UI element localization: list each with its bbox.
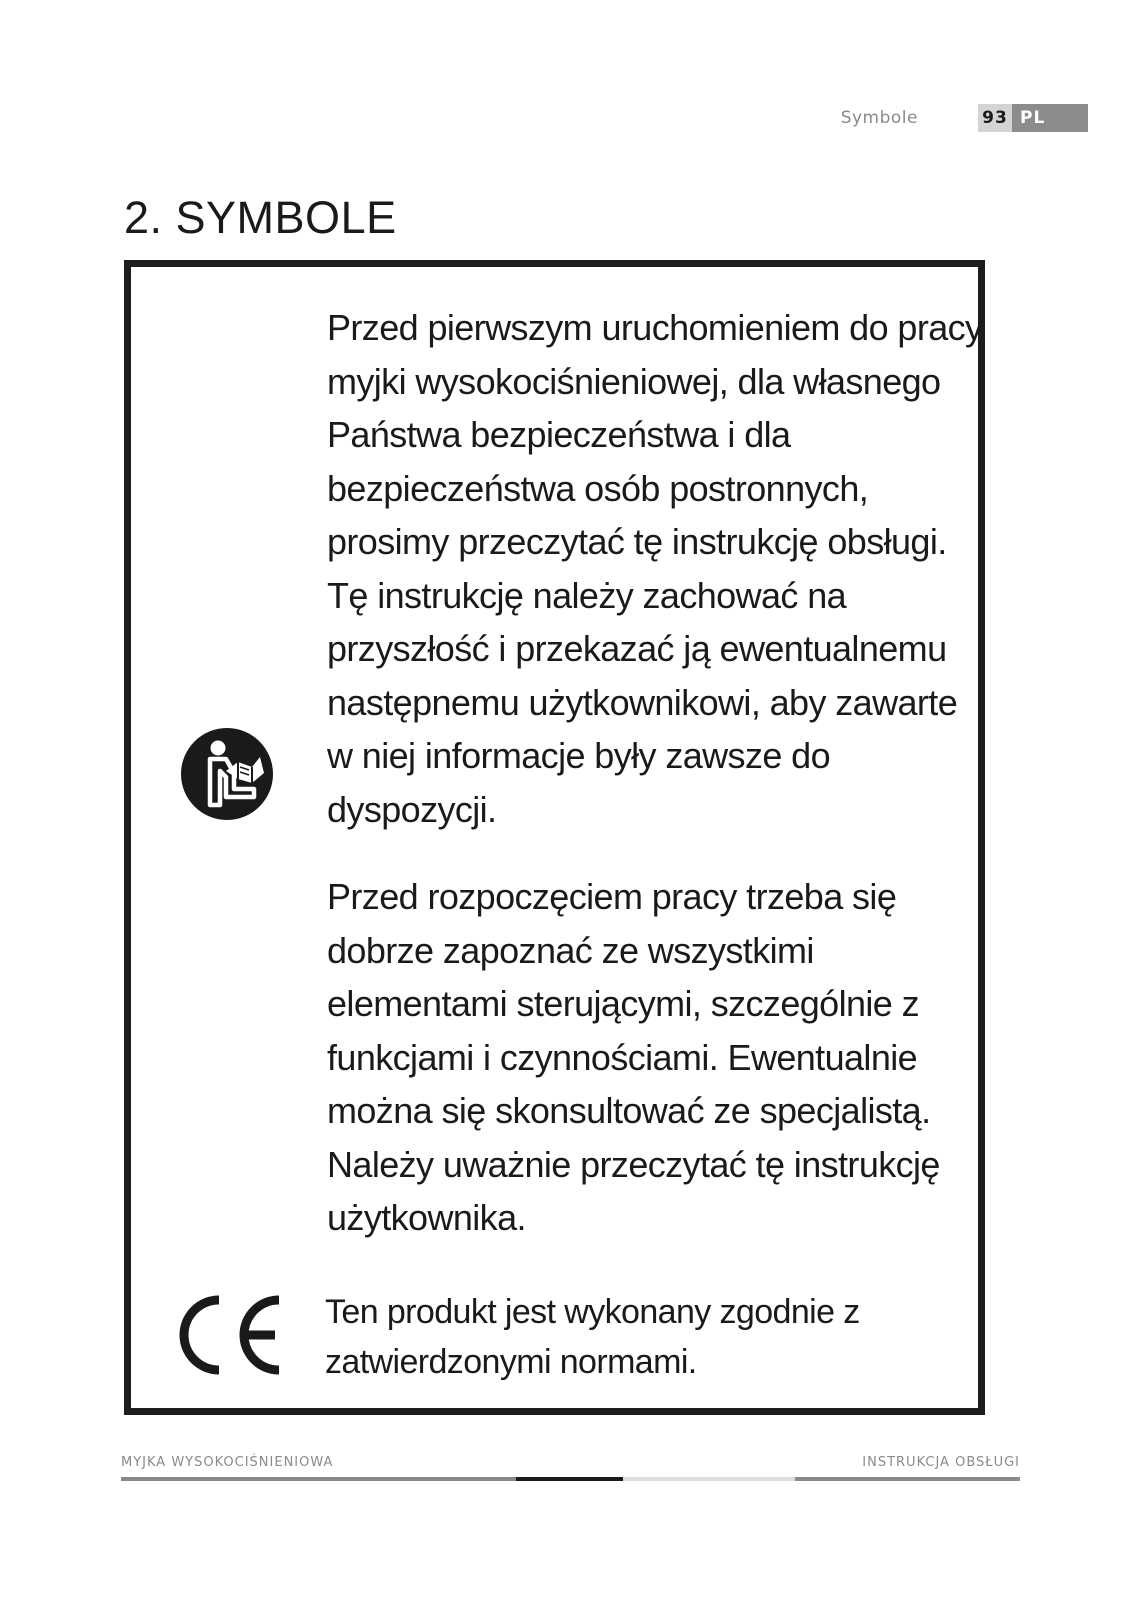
footer-rule [516,1477,623,1481]
footer-rule [121,1477,516,1481]
footer-product-name: MYJKA WYSOKOCIŚNIENIOWA [121,1455,334,1470]
page-number: 93 [978,104,1012,132]
footer-document-type: INSTRUKCJA OBSŁUGI [862,1455,1020,1470]
header-section-name: Symbole [840,108,918,128]
read-manual-icon [180,727,274,821]
language-code: PL [1012,104,1088,132]
page-footer [0,1455,1132,1495]
page-number-badge [978,104,1088,132]
footer-rule [795,1477,1020,1481]
page-header [0,104,1132,132]
section-title: 2. SYMBOLE [124,192,397,243]
footer-rule [623,1477,795,1481]
ce-mark-icon [173,1292,285,1378]
manual-paragraph-2: Przed rozpoczęciem pracy trzeba się dobrze zapoznać ze wszystkimi elementami sterującymi, szczególnie z funkcjami i czynnościami. Ewentualnie można się skonsultować ze specjalistą. Należy uważnie przeczytać tę instrukcję użytkownika. [327,876,940,1238]
manual-paragraph-1: Przed pierwszym uruchomieniem do pracy myjki wysokociśnieniowej, dla własnego Państwa bezpieczeństwa i dla bezpieczeństwa osób postronnych, prosimy przeczytać tę instrukcję obsługi. Tę instrukcję należy zachować na przyszłość i przekazać ją ewentualnemu następnemu użytkownikowi, aby zawarte w niej informacje były zawsze do dyspozycji. [327,307,983,830]
ce-description: Ten produkt jest wykonany zgodnie z zatwierdzonymi normami. [325,1293,860,1381]
symbols-box [124,260,985,1415]
